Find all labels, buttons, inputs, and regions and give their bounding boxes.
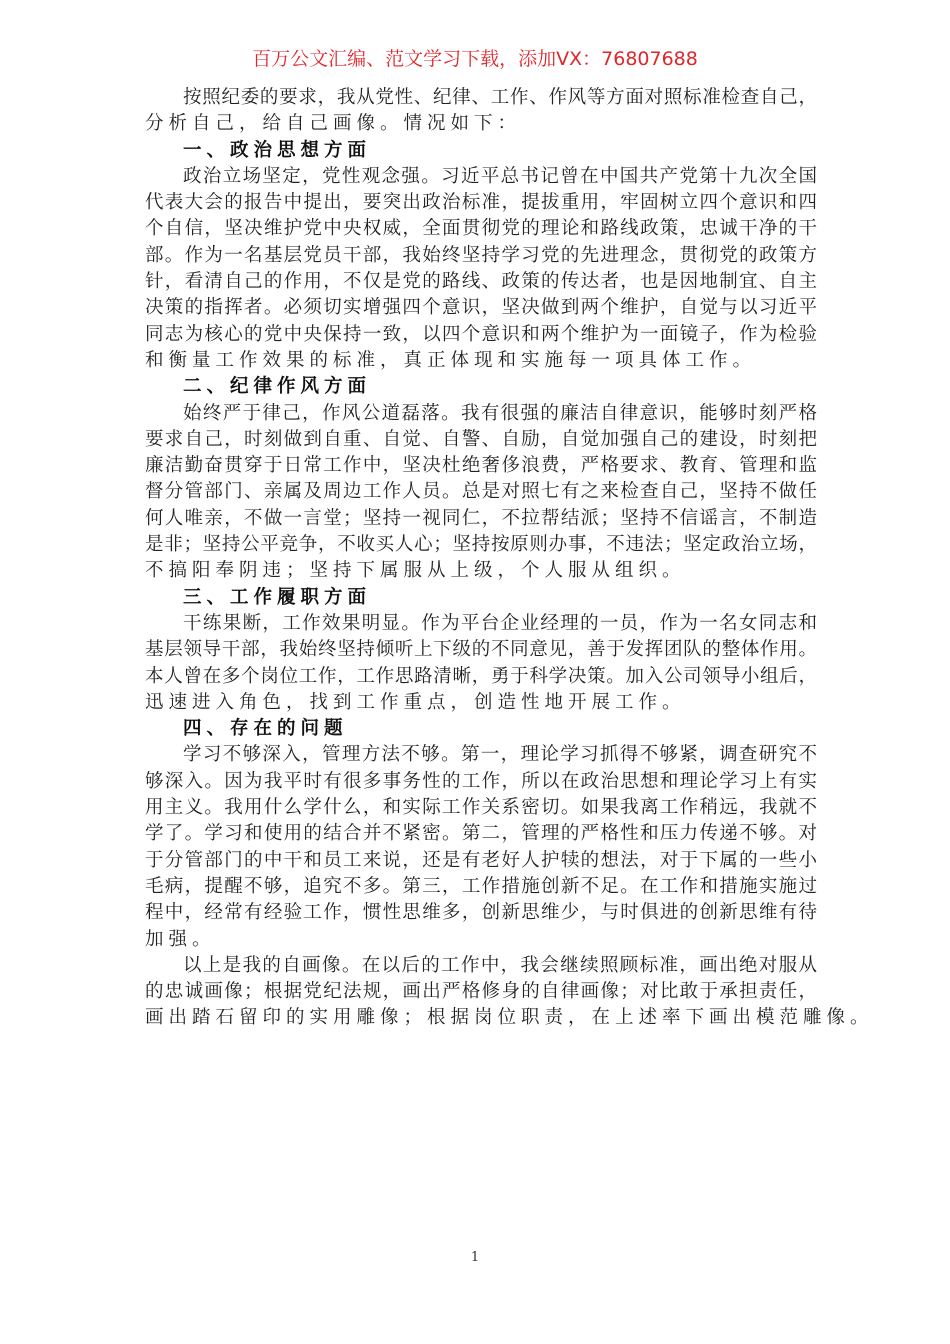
text-line: 学了。学习和使用的结合并不紧密。第二，管理的严格性和压力传递不够。对 [145,823,817,845]
section-heading [145,585,817,611]
text-line: 按照纪委的要求，我从党性、纪律、工作、作风等方面对照标准检查自己， [183,87,817,108]
text-line: 不搞阳奉阴违；坚持下属服从上级，个人服从组织。 [145,560,686,582]
text-line: 决策的指挥者。必须切实增强四个意识，坚决做到两个维护，自觉与以习近平 [145,297,817,319]
text-line: 和衡量工作效果的标准，真正体现和实施每一项具体工作。 [145,349,757,371]
text-line: 毛病，提醒不够，追究不多。第三，工作措施创新不足。在工作和措施实施过 [145,875,817,897]
watermark-banner: 百万公文汇编、范文学习下载，添加VX：76807688 [252,48,698,70]
text-line: 是非；坚持公平竞争，不收买人心；坚持按原则办事，不违法；坚定政治立场， [145,534,817,556]
text-line: 二、纪律作风方面 [183,376,372,398]
text-line: 基层领导干部，我始终坚持倾听上下级的不同意见，善于发挥团队的整体作用。 [145,639,817,661]
text-line: 政治立场坚定，党性观念强。习近平总书记曾在中国共产党第十九次全国 [183,165,817,187]
text-line: 本人曾在多个岗位工作，工作思路清晰，勇于科学决策。加入公司领导小组后， [145,665,817,687]
text-line: 加强。 [145,928,216,950]
text-line: 以上是我的自画像。在以后的工作中，我会继续照顾标准，画出绝对服从 [183,954,817,976]
text-line: 程中，经常有经验工作，惯性思维多，创新思维少，与时俱进的创新思维有待 [145,902,817,924]
paragraph [145,164,817,374]
text-line: 始终严于律己，作风公道磊落。我有很强的廉洁自律意识，能够时刻严格 [183,402,817,424]
text-line: 四、存在的问题 [183,718,348,740]
text-line: 画出踏石留印的实用雕像；根据岗位职责，在上述率下画出模范雕像。 [145,1007,874,1029]
text-line: 于分管部门的中干和员工来说，还是有老好人护犊的想法，对于下属的一些小 [145,849,817,871]
text-line: 个自信，坚决维护党中央权威，全面贯彻党的理论和路线政策，忠诚干净的干 [145,218,817,240]
text-line: 代表大会的报告中提出，要突出政治标准，提拔重用，牢固树立四个意识和四 [145,192,817,214]
paragraph [145,401,817,585]
text-line: 干练果断，工作效果明显。作为平台企业经理的一员，作为一名女同志和 [183,612,817,634]
text-line: 学习不够深入，管理方法不够。第一，理论学习抓得不够紧，调查研究不 [183,744,817,766]
paragraph [145,953,874,1032]
text-line: 廉洁勤奋贯穿于日常工作中，坚决杜绝奢侈浪费，严格要求、教育、管理和监 [145,455,817,477]
section-heading [145,716,817,742]
text-line: 针，看清自己的作用，不仅是党的路线、政策的传达者，也是因地制宜、自主 [145,271,817,293]
paragraph [145,611,817,716]
document-body [145,85,874,1032]
text-line: 部。作为一名基层党员干部，我始终坚持学习党的先进理念，贯彻党的政策方 [145,244,817,266]
section-heading [145,138,817,164]
text-line: 迅速进入角色，找到工作重点，创造性地开展工作。 [145,691,686,713]
text-line: 三、工作履职方面 [183,586,372,608]
text-line: 何人唯亲，不做一言堂；坚持一视同仁，不拉帮结派；坚持不信谣言，不制造 [145,507,817,529]
text-line: 的忠诚画像；根据党纪法规，画出严格修身的自律画像；对比敢于承担责任， [145,981,817,1003]
paragraph [145,742,817,952]
text-line: 一、政治思想方面 [183,139,372,161]
section-heading [145,374,817,400]
text-line: 用主义。我用什么学什么，和实际工作关系密切。如果我离工作稍远，我就不 [145,797,817,819]
text-line: 同志为核心的党中央保持一致，以四个意识和两个维护为一面镜子，作为检验 [145,323,817,345]
text-line: 够深入。因为我平时有很多事务性的工作，所以在政治思想和理论学习上有实 [145,770,817,792]
text-line: 督分管部门、亲属及周边工作人员。总是对照七有之来检查自己，坚持不做任 [145,481,817,503]
paragraph [145,85,817,138]
page-number: 1 [470,1250,480,1265]
text-line: 要求自己，时刻做到自重、自觉、自警、自励，自觉加强自己的建设，时刻把 [145,428,817,450]
text-line: 分析自己，给自己画像。情况如下： [145,113,522,135]
